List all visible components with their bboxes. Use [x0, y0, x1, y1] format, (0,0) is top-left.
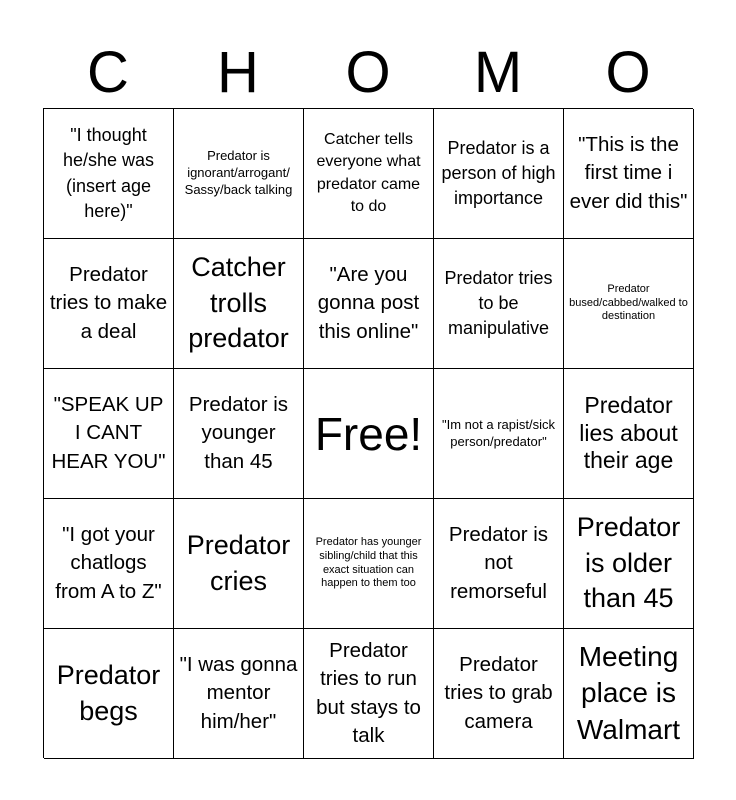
cell-text: Predator bused/cabbed/walked to destination [569, 282, 688, 323]
bingo-cell[interactable] [434, 109, 564, 239]
header-letter-h: H [217, 40, 259, 105]
header-letter-o: O [345, 40, 391, 105]
cell-text: Predator is ignorant/arrogant/ Sassy/back talking [184, 148, 293, 197]
bingo-cell[interactable] [304, 239, 434, 369]
cell-text: Predator has younger sibling/child that this exact situation can happen to them too [315, 536, 422, 590]
cell-text: Predator tries to grab camera [444, 653, 553, 733]
cell-text: Predator tries to make a deal [49, 263, 168, 343]
header-letter-o2: O [605, 40, 651, 105]
bingo-cell[interactable] [564, 369, 694, 499]
cell-text: Predator tries to run but stays to talk [316, 638, 421, 747]
cell-text: "SPEAK UP I CANT HEAR YOU" [51, 393, 166, 473]
free-space-text: Free! [314, 407, 423, 460]
cell-text: Predator is younger than 45 [188, 393, 289, 473]
bingo-cell[interactable] [304, 629, 434, 759]
free-space-cell[interactable] [304, 369, 434, 499]
bingo-cell[interactable] [174, 499, 304, 629]
cell-text: "Are you gonna post this online" [317, 263, 420, 343]
cell-text: Catcher trolls predator [188, 252, 289, 354]
bingo-board [43, 108, 693, 758]
cell-text: Predator tries to be manipulative [444, 267, 553, 339]
bingo-cell[interactable] [304, 109, 434, 239]
bingo-cell[interactable] [44, 629, 174, 759]
bingo-cell[interactable] [44, 499, 174, 629]
header-letter-m: M [473, 40, 523, 105]
bingo-cell[interactable] [44, 109, 174, 239]
cell-text: Predator is not remorseful [448, 523, 549, 603]
cell-text: Predator lies about their age [579, 392, 678, 474]
bingo-cell[interactable] [174, 369, 304, 499]
header-letter-c: C [87, 40, 129, 105]
cell-text: "This is the first time i ever did this" [569, 133, 688, 213]
cell-text: Meeting place is Walmart [576, 640, 681, 745]
cell-text: Catcher tells everyone what predator came to do [316, 130, 421, 215]
bingo-cell[interactable] [174, 109, 304, 239]
bingo-cell[interactable] [564, 629, 694, 759]
bingo-cell[interactable] [44, 239, 174, 369]
bingo-cell[interactable] [564, 239, 694, 369]
bingo-cell[interactable] [174, 629, 304, 759]
bingo-cell[interactable] [434, 369, 564, 499]
cell-text: "I was gonna mentor him/her" [179, 653, 298, 733]
cell-text: "Im not a rapist/sick person/predator" [442, 416, 555, 449]
bingo-cell[interactable] [174, 239, 304, 369]
bingo-cell[interactable] [304, 499, 434, 629]
bingo-cell[interactable] [564, 499, 694, 629]
bingo-cell[interactable] [564, 109, 694, 239]
cell-text: Predator cries [186, 529, 291, 596]
cell-text: "I got your chatlogs from A to Z" [55, 523, 162, 603]
bingo-cell[interactable] [434, 239, 564, 369]
cell-text: "I thought he/she was (insert age here)" [62, 125, 155, 221]
cell-text: Predator is a person of high importance [441, 137, 556, 209]
cell-text: Predator begs [56, 659, 161, 726]
bingo-cell[interactable] [434, 499, 564, 629]
bingo-cell[interactable] [44, 369, 174, 499]
bingo-cell[interactable] [434, 629, 564, 759]
cell-text: Predator is older than 45 [576, 512, 681, 614]
bingo-header [43, 38, 693, 108]
